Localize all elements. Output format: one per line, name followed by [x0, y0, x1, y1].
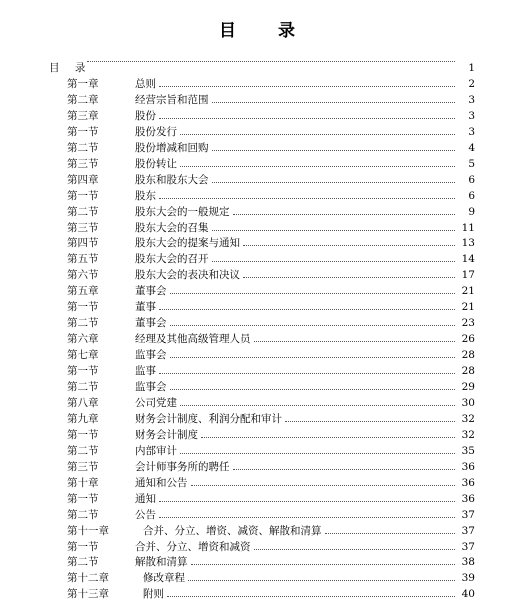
toc-entry-page-number: 37	[461, 508, 475, 521]
toc-entry-page-number: 4	[468, 141, 475, 154]
toc-entry-title-line	[135, 331, 457, 347]
toc-entry-page-number: 21	[461, 301, 475, 314]
toc-entry-title-line	[135, 443, 457, 459]
dot-leader	[254, 548, 456, 550]
toc-entry-title: 会计师事务所的聘任	[135, 460, 230, 473]
toc-entry-title-line	[135, 475, 457, 491]
toc-entry-title: 公司党建	[135, 396, 177, 409]
toc-entry[interactable]	[0, 156, 532, 172]
toc-entry-title: 股东大会的表决和决议	[135, 269, 240, 282]
dot-leader	[159, 500, 455, 502]
toc-entry-title-line	[135, 204, 457, 220]
dot-leader	[180, 404, 455, 406]
toc-entry-page-number: 26	[461, 333, 475, 346]
toc-entry-title: 监事会	[135, 349, 167, 362]
toc-entry-page-number: 3	[468, 109, 475, 122]
dot-leader	[243, 276, 455, 278]
toc-entry-title-line	[135, 299, 457, 315]
toc-entry-title: 附则	[143, 588, 164, 601]
toc-entry[interactable]	[0, 570, 532, 586]
toc-entry-title-line	[135, 395, 457, 411]
toc-entry[interactable]	[0, 331, 532, 347]
toc-entry-title: 股份	[135, 109, 156, 122]
toc-entry[interactable]	[0, 76, 532, 92]
dot-leader	[170, 388, 456, 390]
dot-leader	[159, 308, 455, 310]
dot-leader	[243, 244, 455, 246]
toc-entry[interactable]	[0, 347, 532, 363]
toc-entry-title-line	[135, 156, 457, 172]
toc-entry-page-number: 11	[461, 221, 475, 234]
toc-entry-page-number: 5	[468, 157, 475, 170]
dot-leader	[212, 260, 456, 262]
dot-leader	[180, 452, 455, 454]
dot-leader	[170, 356, 456, 358]
toc-entry-title-line	[135, 220, 457, 236]
toc-entry-number: 第三节	[67, 157, 99, 170]
toc-entry-number: 第十章	[67, 476, 99, 489]
dot-leader	[180, 133, 455, 135]
toc-entry-title: 股东大会的一般规定	[135, 205, 230, 218]
toc-entry-number: 第三章	[67, 109, 99, 122]
dot-leader	[159, 197, 455, 199]
toc-entry[interactable]	[0, 523, 532, 539]
dot-leader	[159, 372, 455, 374]
dot-leader	[191, 563, 456, 565]
toc-entry-page-number: 30	[461, 396, 475, 409]
toc-entry-title: 修改章程	[143, 572, 185, 585]
toc-entry-title-line	[84, 60, 457, 65]
toc-entry-page-number: 3	[468, 125, 475, 138]
dot-leader	[212, 181, 456, 183]
toc-entry[interactable]	[0, 315, 532, 331]
toc-entry-title: 监事会	[135, 381, 167, 393]
toc-entry-title-line	[135, 251, 457, 267]
toc-entry-page-number: 28	[461, 349, 475, 362]
toc-entry-number: 第一节	[67, 540, 99, 553]
toc-entry-number: 第二节	[67, 205, 99, 218]
toc-entry-page-number: 35	[461, 444, 475, 457]
toc-entry[interactable]	[0, 554, 532, 570]
toc-entry-number: 第二节	[67, 444, 99, 457]
toc-entry-page-number: 36	[461, 460, 475, 473]
toc-entry-number: 第一节	[67, 189, 99, 202]
toc-entry[interactable]	[0, 539, 532, 555]
toc-entry-page-number: 17	[461, 269, 475, 282]
toc-entry-title-line	[135, 92, 457, 108]
toc-entry-page-number: 1	[468, 62, 475, 74]
dot-leader	[167, 595, 455, 597]
toc-entry-title: 财务会计制度、利润分配和审计	[135, 412, 282, 425]
dot-leader	[180, 165, 455, 167]
toc-entry-page-number: 37	[461, 540, 475, 553]
toc-entry-page-number: 36	[461, 476, 475, 489]
toc-entry-title: 合并、分立、增资和减资	[135, 540, 251, 553]
toc-entry[interactable]	[0, 443, 532, 459]
toc-entry-title-line	[135, 188, 457, 204]
toc-entry-number: 第七章	[67, 349, 99, 362]
toc-entry-number: 第二章	[67, 93, 99, 106]
toc-entry[interactable]	[0, 124, 532, 140]
dot-leader	[87, 60, 455, 62]
dot-leader	[212, 149, 456, 151]
toc-entry-title: 股份发行	[135, 125, 177, 138]
toc-entry-number: 第六节	[67, 269, 99, 282]
toc-entry-number: 第二节	[67, 317, 99, 330]
toc-entry-number: 第三节	[67, 460, 99, 473]
toc-entry-number: 第十三章	[67, 588, 109, 601]
dot-leader	[254, 340, 456, 342]
toc-entry[interactable]	[0, 92, 532, 108]
toc-entry-number: 第二节	[67, 381, 99, 393]
toc-entry[interactable]	[0, 267, 532, 283]
toc-entry[interactable]	[0, 586, 532, 602]
toc-entry-number: 第一节	[67, 125, 99, 138]
dot-leader	[233, 213, 456, 215]
toc-entry-page-number: 38	[461, 556, 475, 569]
toc-entry-number: 第十二章	[67, 572, 109, 585]
toc-entry-title-line	[135, 491, 457, 507]
toc-entry[interactable]	[0, 220, 532, 236]
dot-leader	[201, 436, 455, 438]
toc-entry[interactable]	[0, 204, 532, 220]
dot-leader	[212, 101, 456, 103]
toc-entry-page-number: 32	[461, 412, 475, 425]
toc-entry-title-line	[135, 172, 457, 188]
toc-entry-page-number: 6	[468, 173, 475, 186]
toc-entry-number: 第一节	[67, 301, 99, 314]
toc-entry-number: 第五节	[67, 253, 99, 266]
toc-entry[interactable]	[0, 235, 532, 251]
toc-entry-title: 股东大会的召集	[135, 221, 209, 234]
toc-entry-number: 第六章	[67, 333, 99, 346]
toc-entry[interactable]	[0, 60, 532, 76]
toc-entry[interactable]	[0, 108, 532, 124]
dot-leader	[159, 516, 455, 518]
toc-entry-page-number: 13	[461, 237, 475, 250]
toc-entry-number: 第三节	[67, 221, 99, 234]
toc-entry-title: 经理及其他高级管理人员	[135, 333, 251, 346]
toc-entry-title: 解散和清算	[135, 556, 188, 569]
toc-entry-title: 董事会	[135, 317, 167, 330]
toc-entry-title-line	[135, 379, 457, 395]
toc-entry-title-line	[135, 283, 457, 299]
toc-entry-title: 经营宗旨和范围	[135, 93, 209, 106]
toc-entry-title: 合并、分立、增资、减资、解散和清算	[143, 524, 322, 537]
toc-entry-title: 财务会计制度	[135, 428, 198, 441]
toc-entry-page-number: 6	[468, 189, 475, 202]
toc-entry[interactable]	[0, 283, 532, 299]
toc-entry-title-line	[135, 315, 457, 331]
toc-entry-page-number: 36	[461, 492, 475, 505]
toc-entry-page-number: 14	[461, 253, 475, 266]
toc-entry-page-number: 39	[461, 572, 475, 585]
dot-leader	[233, 468, 456, 470]
toc-entry-title: 董事会	[135, 285, 167, 298]
toc-entry[interactable]	[0, 188, 532, 204]
dot-leader	[159, 117, 455, 119]
dot-leader	[191, 484, 456, 486]
toc-entry-number: 第四节	[67, 237, 99, 250]
toc-entry-page-number: 3	[468, 93, 475, 106]
toc-entry[interactable]	[0, 251, 532, 267]
dot-leader	[170, 292, 456, 294]
toc-entry-title-line	[135, 459, 457, 475]
toc-entry-title-line	[135, 554, 457, 570]
toc-entry-title-line	[135, 363, 457, 379]
toc-entry-title: 股东和股东大会	[135, 173, 209, 186]
toc-entry-title-line	[143, 570, 457, 586]
toc-entry-number: 第一节	[67, 492, 99, 505]
dot-leader	[170, 324, 456, 326]
toc-entry-number: 第八章	[67, 396, 99, 409]
toc-entry-title: 监事	[135, 365, 156, 378]
toc-entry-page-number: 37	[461, 524, 475, 537]
toc-entry-title-line	[135, 124, 457, 140]
toc-entry[interactable]	[0, 491, 532, 507]
toc-entry-title-line	[135, 140, 457, 156]
toc-entry-page-number: 23	[461, 317, 475, 330]
toc-entry-title: 总则	[135, 77, 156, 90]
page-title: 目 录	[219, 21, 313, 41]
toc-entry-page-number: 28	[461, 365, 475, 378]
toc-entry-title: 公告	[135, 508, 156, 521]
toc-entry-title-line	[143, 523, 457, 539]
toc-entry[interactable]	[0, 427, 532, 443]
toc-entry-title-line	[135, 235, 457, 251]
toc-entry[interactable]	[0, 299, 532, 315]
toc-entry-title-line	[135, 427, 457, 443]
toc-entry-title: 股东大会的提案与通知	[135, 237, 240, 250]
toc-entry-number: 第十一章	[67, 524, 109, 537]
toc-entry[interactable]	[0, 363, 532, 379]
toc-entry-title-line	[135, 539, 457, 555]
toc-entry[interactable]	[0, 507, 532, 523]
toc-entry-number: 第一章	[67, 77, 99, 90]
toc-entry-title-line	[135, 267, 457, 283]
toc-entry-title: 通知和公告	[135, 476, 188, 489]
toc-entry-page-number: 21	[461, 285, 475, 298]
toc-entry[interactable]	[0, 459, 532, 475]
toc-entry-page-number: 2	[468, 77, 475, 90]
toc-entry-number: 第二节	[67, 141, 99, 154]
toc-entry-number: 第一节	[67, 428, 99, 441]
dot-leader	[212, 229, 456, 231]
toc-entry-title: 内部审计	[135, 444, 177, 457]
toc-entry-number: 目 录	[49, 62, 92, 74]
toc-entry[interactable]	[0, 140, 532, 156]
dot-leader	[188, 579, 455, 581]
toc-entry[interactable]	[0, 395, 532, 411]
toc-entry-page-number: 9	[468, 205, 475, 218]
toc-entry-title: 股份增减和回购	[135, 141, 209, 154]
toc-entry[interactable]	[0, 411, 532, 427]
toc-entry[interactable]	[0, 172, 532, 188]
toc-entry-number: 第二节	[67, 508, 99, 521]
toc-entry-number: 第一节	[67, 365, 99, 378]
toc-entry-page-number: 40	[461, 588, 475, 601]
toc-entry-title-line	[135, 411, 457, 427]
toc-entry-number: 第五章	[67, 285, 99, 298]
toc-entry-title: 股东	[135, 189, 156, 202]
toc-entry-title-line	[143, 586, 457, 602]
dot-leader	[159, 85, 455, 87]
toc-entry-title: 通知	[135, 492, 156, 505]
toc-entry-page-number: 29	[461, 381, 475, 393]
toc-entry-page-number: 32	[461, 428, 475, 441]
toc-entry-title-line	[135, 76, 457, 92]
toc-entry-title-line	[135, 108, 457, 124]
toc-entry[interactable]	[0, 475, 532, 491]
toc-entry-title: 股东大会的召开	[135, 253, 209, 266]
toc-entry-title: 董事	[135, 301, 156, 314]
toc-entry-title-line	[135, 507, 457, 523]
toc-entry[interactable]	[0, 379, 532, 395]
dot-leader	[285, 420, 455, 422]
toc-entry-number: 第九章	[67, 412, 99, 425]
toc-entry-number: 第四章	[67, 173, 99, 186]
toc-entry-title: 股份转让	[135, 157, 177, 170]
toc-entry-number: 第二节	[67, 556, 99, 569]
dot-leader	[325, 532, 456, 534]
toc-entry-title-line	[135, 347, 457, 363]
